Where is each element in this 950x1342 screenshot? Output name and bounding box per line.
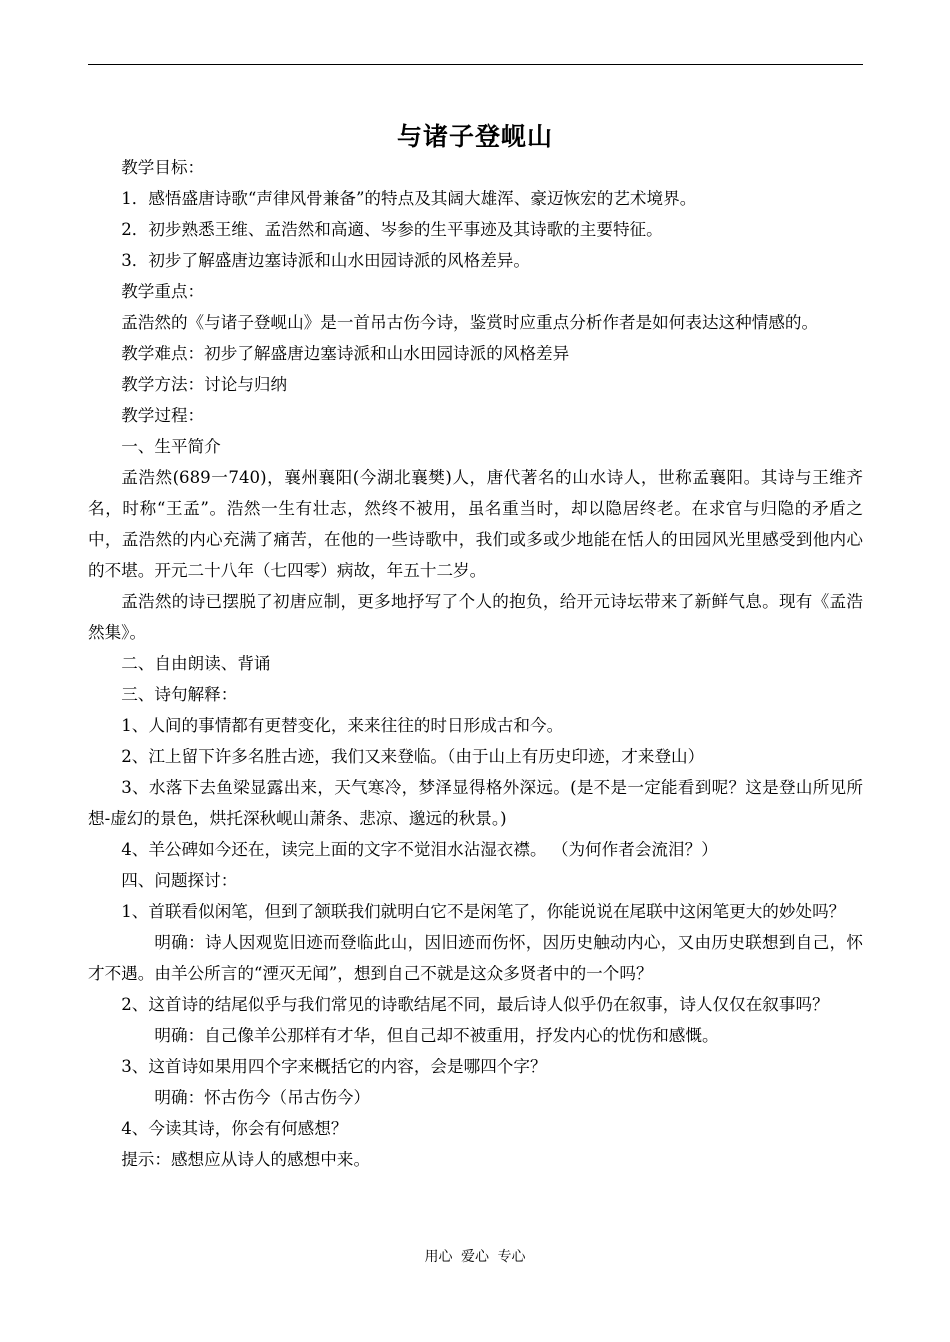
question-1: 1、首联看似闲笔，但到了颔联我们就明白它不是闲笔了，你能说说在尾联中这闲笔更大的妙处吗？ [121, 902, 846, 921]
poetry-paragraph: 孟浩然的诗已摆脱了初唐应制，更多地抒写了个人的抱负，给开元诗坛带来了新鲜气息。现有《孟浩然集》。 [88, 592, 863, 642]
difficulty-text: 教学难点：初步了解盛唐边塞诗派和山水田园诗派的风格差异 [121, 344, 570, 363]
explanation-item-3: 3、水落下去鱼梁显露出来，天气寒冷，梦泽显得格外深远。(是不是一定能看到呢？这是登山所见所想-虚幻的景色，烘托深秋岘山萧条、悲凉、邈远的秋景。) [88, 778, 863, 828]
question-4: 4、今读其诗，你会有何感想？ [121, 1119, 348, 1138]
goal-item-3: 3．初步了解盛唐边塞诗派和山水田园诗派的风格差异。 [121, 251, 530, 270]
section-heading-biography: 一、生平简介 [121, 437, 221, 456]
explanation-item-2: 2、江上留下许多名胜古迹，我们又来登临。（由于山上有历史印迹，才来登山） [121, 747, 705, 766]
question-2: 2、这首诗的结尾似乎与我们常见的诗歌结尾不同，最后诗人似乎仍在叙事，诗人仅仅在叙事吗？ [121, 995, 829, 1014]
biography-paragraph: 孟浩然(689一740)，襄州襄阳(今湖北襄樊)人，唐代著名的山水诗人，世称孟襄阳。其诗与王维齐名，时称“王孟”。浩然一生有壮志，然终不被用，虽名重当时，却以隐居终老。在求官与归隐的矛盾之中，孟浩然的内心充满了痛苦，在他的一些诗歌中，我们或多或少地能在恬人的田园风光里感受到他内心的不堪。开元二十八年（七四零）病故，年五十二岁。 [88, 468, 863, 580]
process-heading: 教学过程： [121, 406, 205, 425]
answer-3: 明确：怀古伤今（吊古伤今） [154, 1088, 371, 1107]
goal-item-1: 1．感悟盛唐诗歌“声律风骨兼备”的特点及其阔大雄浑、豪迈恢宏的艺术境界。 [121, 189, 697, 208]
goal-item-2: 2．初步熟悉王维、孟浩然和高適、岑参的生平事迹及其诗歌的主要特征。 [121, 220, 663, 239]
focus-text: 孟浩然的《与诸子登岘山》是一首吊古伤今诗，鉴赏时应重点分析作者是如何表达这种情感的。 [121, 313, 819, 332]
page-footer: 用心 爱心 专心 [424, 1249, 526, 1265]
explanation-item-4: 4、羊公碑如今还在，读完上面的文字不觉泪水沾湿衣襟。 （为何作者会流泪？） [121, 840, 718, 859]
section-heading-reading: 二、自由朗读、背诵 [121, 654, 271, 673]
document-body [88, 152, 863, 1175]
section-heading-discussion: 四、问题探讨： [121, 871, 238, 890]
question-3: 3、这首诗如果用四个字来概括它的内容，会是哪四个字？ [121, 1057, 547, 1076]
goals-heading: 教学目标： [121, 158, 205, 177]
focus-heading: 教学重点： [121, 282, 205, 301]
section-heading-explanation: 三、诗句解释： [121, 685, 238, 704]
header-rule [88, 64, 863, 65]
hint-text: 提示：感想应从诗人的感想中来。 [121, 1150, 371, 1169]
answer-2: 明确：自己像羊公那样有才华，但自己却不被重用，抒发内心的忧伤和感慨。 [154, 1026, 719, 1045]
document-title: 与诸子登岘山 [396, 122, 553, 151]
explanation-item-1: 1、人间的事情都有更替变化，来来往往的时日形成古和今。 [121, 716, 564, 735]
method-text: 教学方法：讨论与归纳 [121, 375, 288, 394]
answer-1: 明确：诗人因观览旧迹而登临此山，因旧迹而伤怀，因历史触动内心，又由历史联想到自己，怀才不遇。由羊公所言的“湮灭无闻”，想到自己不就是这众多贤者中的一个吗？ [88, 933, 863, 983]
